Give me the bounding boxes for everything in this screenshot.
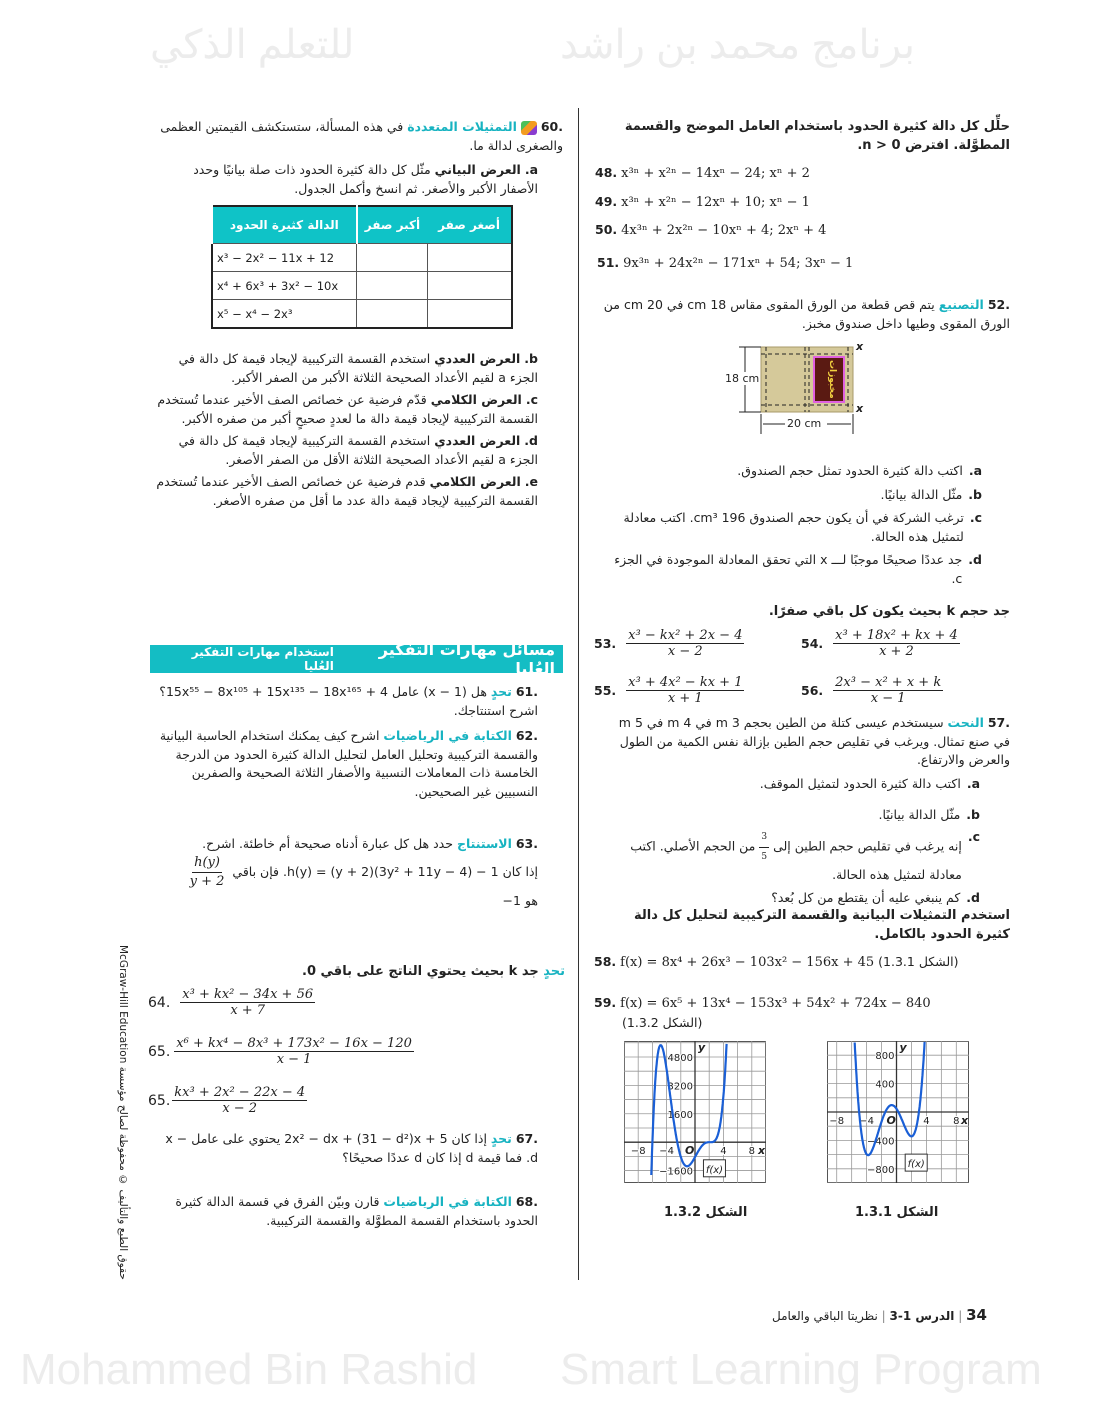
graph-fig-1-3-2-svg [624,1041,766,1183]
fraction [180,987,315,1018]
problem-keyword: النحت [947,715,984,730]
problem-number: 49. [595,194,618,209]
largest-zero-cell[interactable] [357,244,428,272]
function-label: f(x) [705,1164,724,1176]
problem-expression: x³ⁿ + x²ⁿ − 12xⁿ + 10; xⁿ − 1 [621,195,810,210]
cardboard-box-diagram [725,342,870,434]
y-tick-label: 4800 [667,1052,693,1064]
watermark-english-1: Mohammed Bin Rashid [20,1345,478,1394]
x-axis-label: x [758,1144,766,1158]
numerator: 2x³ − x² + x + k [835,675,942,690]
header-polynomial: الدالة كثيرة الحدود [212,206,357,244]
fraction [626,628,744,659]
part-b [595,806,980,825]
part-text: استخدم القسمة التركيبية لإيجاد قيمة كل دالة في الجزء a لقيم الأعداد الصحيحة الثلاثة الأكبر من الصفر الأكبر. [178,351,538,385]
problem-number: 64. [148,994,171,1011]
fraction [174,1036,414,1067]
part-text: من الحجم الأصلي. اكتب معادلة لتمثيل هذه الحالة. [630,838,962,882]
problem-text: سيستخدم عيسى كتلة من الطين بحجم 3 m في 4 m في 5 m في صنع تمثال. ويرغب في تقليص حجم الطين بإزالة نفس الكمية من الطول والعرض والارتفاع. [618,715,1010,767]
problem-text: في هذه المسألة، ستستكشف القيمتين العظمى والصغرى لدالة ما. [160,119,563,153]
problem-68 [150,1193,538,1230]
problem-65 [148,1036,414,1067]
x-tick-label: −8 [829,1116,845,1127]
x-tick-label: −4 [659,1146,674,1158]
function-label: f(x) [907,1159,925,1171]
figure-reference: (الشكل 1.3.2) [622,1015,703,1030]
smallest-zero-cell[interactable] [427,272,512,300]
problem-60-parts [155,350,538,510]
denominator: x − 2 [667,644,703,659]
header-smallest-zero: أصغر صفر [427,206,512,244]
problem-64 [148,987,315,1018]
part-d [155,432,538,469]
problem-keyword: التصنيع [938,297,984,312]
problem-number: 59. [594,995,617,1010]
table-header-row [212,206,512,244]
y-tick-label: −1600 [659,1166,693,1178]
denominator: x − 2 [222,1101,258,1116]
x-tick-label: 8 [953,1116,960,1127]
problem-63 [150,835,538,910]
part-label: e. [524,474,538,489]
problem-expression: 4x³ⁿ + 2x²ⁿ − 10xⁿ + 4; 2xⁿ + 4 [621,223,827,238]
x-label-bottom: x [856,402,864,415]
part-e [155,473,538,510]
part-text: قدم فرضية عن خصائص الصف الأخير عندما تُستخدم القسمة التركيبية لإيجاد قيمة دالة عدد ما أقل من صفره الأصغر. [156,474,538,508]
part-title: العرض البياني [434,162,521,177]
lesson-label: الدرس 1-3 [889,1309,955,1323]
part-title: العرض الكلامي [429,474,521,489]
problem-number: .60 [540,119,563,134]
problem-number: .63 [515,836,538,851]
y-tick-label: 400 [875,1079,895,1091]
part-label: b. [968,486,982,502]
part-text: قدّم فرضية عن خصائص الصف الأخير عندما تُستخدم القسمة التركيبية لإيجاد قيمة دالة ما لعددٍ صحيحٍ أكبر من صفره الأكبر. [157,392,538,426]
problem-number: 54. [801,636,824,651]
part-text: إنه يرغب في تقليص حجم الطين إلى [773,838,962,854]
origin-label: O [886,1114,896,1127]
part-label: d. [968,552,982,567]
column-divider [578,108,579,1280]
y-tick-label: 1600 [667,1109,693,1121]
part-c [595,828,980,885]
fraction [833,675,943,706]
copyright-notice: حقوق الطبع والتأليف © محفوظة لصالح مؤسسة McGraw-Hill Education [117,945,129,1280]
denominator: 5 [761,851,768,862]
x-tick-label: −4 [859,1116,874,1127]
multiple-representations-icon [521,121,537,135]
heading-text: جد k بحيث يحتوي الناتج على باقي 0. [302,964,539,979]
problem-number: 53. [594,636,617,651]
problem-59 [594,993,931,1032]
fraction [626,675,744,706]
problem-number: .67 [515,1131,538,1146]
y-axis-label: y [899,1041,907,1054]
numerator: x⁶ + kx⁴ − 8x³ + 173x² − 16x − 120 [176,1036,412,1051]
problem-number: 50. [595,222,618,237]
heading-keyword: تحدٍ [543,964,565,979]
header-largest-zero: أكبر صفر [357,206,428,244]
problem-number: .57 [987,715,1010,730]
problem-54 [801,628,960,659]
x-label-top: x [856,340,864,353]
problem-number: 58. [594,954,617,969]
fraction [172,1085,307,1116]
problem-57-parts [595,775,980,907]
problem-expression: 9x³ⁿ + 24x²ⁿ − 171xⁿ + 54; 3xⁿ − 1 [623,256,854,271]
numerator: x³ + 4x² − kx + 1 [628,675,743,690]
problem-text: يتم قص قطعة من الورق المقوى مقاس 18 cm في 20 cm من الورق المقوى وطيها داخل صندوق مخبز. [603,297,1010,331]
problem-67 [155,1130,538,1167]
problem-62 [150,727,538,801]
lesson-title: نظريتا الباقي والعامل [772,1309,878,1323]
problem-keyword: الاستنتاج [456,836,512,851]
problem-number: .52 [987,297,1010,312]
banner-title: مسائل مهارات التفكير العُليا [378,640,555,678]
problem-keyword: الكتابة في الرياضيات [383,728,512,743]
part-label: c. [967,829,980,844]
problem-number: .68 [515,1194,538,1209]
table-row [212,244,512,272]
problem-number: 51. [597,255,620,270]
numerator: x³ − kx² + 2x − 4 [628,628,743,643]
numerator: 3 [759,828,769,848]
box-label: مخبوزات [827,360,837,399]
problem-expression: x³ⁿ + x²ⁿ − 14xⁿ − 24; xⁿ + 2 [621,166,810,181]
problem-number: .61 [515,684,538,699]
part-text: مثّل الدالة بيانيًا. [880,486,963,502]
part-title: العرض الكلامي [430,392,522,407]
problem-63-line1 [150,835,538,854]
x-tick-label: 4 [923,1116,930,1127]
y-tick-label: 3200 [667,1081,693,1093]
problem-66 [148,1085,307,1116]
zeros-table [211,205,513,329]
graph-fig-1-3-1-svg [827,1041,969,1183]
part-label: c. [969,510,982,525]
part-text: مثّل الدالة بيانيًا. [878,806,961,822]
section-heading-long-division: حلِّل كل دالة كثيرة الحدود باستخدام العامل الموضح والقسمة المطوَّلة. افترض n > 0. [624,119,1010,153]
numerator: h(y) [192,854,222,874]
largest-zero-cell[interactable] [357,272,428,300]
watermark-arabic-2: للتعلم الذكي [150,23,355,67]
problem-text: اشرح كيف يمكنك استخدام الحاسبة البيانية والقسمة التركيبية وتحليل العامل لتحليل الدالة كثيرة الحدود من الدرجة الخامسة ذات المعاملات النسبية والأصفار الثلاثة الصحيحة والصفرين النسبيين غير الصحيحين. [159,728,538,799]
section-heading-challenge [260,963,565,982]
problem-text: هو 1− [502,892,538,908]
problem-58 [594,954,959,970]
polynomial-cell: x⁵ − x⁴ − 2x³ [212,300,357,329]
problem-60 [160,118,563,155]
numerator: x³ + kx² − 34x + 56 [182,987,314,1002]
numerator: x³ + 18x² + kx + 4 [835,628,958,643]
problem-56 [801,675,943,706]
part-text: اكتب دالة كثيرة الحدود تمثل حجم الصندوق. [737,463,963,478]
part-label: d. [966,889,980,905]
y-tick-label: 800 [875,1051,895,1063]
problem-keyword: تحدٍ [490,1131,512,1146]
problem-51 [597,255,853,271]
table-row [212,300,512,329]
part-label: a. [524,162,538,177]
part-text: اكتب دالة كثيرة الحدود لتمثيل الموقف. [759,776,961,791]
watermark-english-2: Smart Learning Program [560,1345,1042,1394]
graph-caption-1-3-1: الشكل 1.3.1 [855,1205,939,1220]
part-text: ترغب الشركة في أن يكون حجم الصندوق 196 cm³. اكتب معادلة لتمثيل هذه الحالة. [623,510,964,544]
height-label: 18 cm [725,372,760,385]
problem-number: 48. [595,165,618,180]
part-b [155,350,538,387]
problem-text: هل (x − 1) عامل 4 + 15x⁵⁵ − 8x¹⁰⁵ + 15x¹³⁵ − 18x¹⁶⁵؟ اشرح استنتاجك. [159,684,538,718]
graph-figure-1-3-1 [827,1041,969,1183]
part-d [600,551,982,588]
problem-53 [594,628,744,659]
part-a [595,775,980,794]
part-label: b. [524,351,538,366]
problem-52-parts [600,462,982,588]
problem-61 [150,683,538,720]
part-title: العرض العددي [434,351,521,366]
page-number: 34 [966,1306,987,1324]
problem-52 [600,296,1010,333]
smallest-zero-cell[interactable] [427,244,512,272]
graph-caption-1-3-2: الشكل 1.3.2 [664,1205,748,1220]
problem-text: حدد هل كل عبارة أدناه صحيحة أم خاطئة. اشرح. [202,836,453,851]
problem-number: 55. [594,683,617,698]
polynomial-cell: x⁴ + 6x³ + 3x² − 10x [212,272,357,300]
y-tick-label: −400 [867,1136,895,1148]
section-heading-graph-factor: استخدم التمثيلات البيانية والقسمة التركيبية لتحليل كل دالة كثيرة الحدود بالكامل. [634,908,1010,942]
problem-keyword: التمثيلات المتعددة [407,119,517,134]
figure-reference: (الشكل 1.3.1) [878,954,959,969]
banner-subtitle: استخدام مهارات التفكير العُليا [191,645,334,673]
part-c [155,391,538,428]
denominator: x − 1 [276,1052,312,1067]
fraction [833,628,960,659]
problem-48 [595,165,810,181]
problem-57 [600,714,1010,770]
y-axis-label: y [698,1041,706,1054]
part-a [600,462,982,481]
problem-text: إذا كان h(y) = (y + 2)(3y² + 11y − 4) − 1. فإن باقي [232,864,538,880]
watermark-arabic-1: برنامج محمد بن راشد [560,23,915,67]
table-row [212,272,512,300]
part-label: c. [525,392,538,407]
fraction [759,828,769,866]
denominator: x − 1 [870,691,906,706]
denominator: x + 1 [667,691,703,706]
section-heading-find-k: جد حجم k بحيث يكون كل باقي صفرًا. [768,604,1010,619]
y-tick-label: −800 [867,1164,895,1176]
problem-50 [595,222,826,238]
part-label: a. [966,776,980,791]
polynomial-cell: x³ − 2x² − 11x + 12 [212,244,357,272]
problem-keyword: الكتابة في الرياضيات [383,1194,512,1209]
problem-number: 56. [801,683,824,698]
part-label: a. [968,463,982,478]
part-text: استخدم القسمة التركيبية لإيجاد قيمة كل دالة في الجزء a لقيم الأعداد الصحيحة الثلاثة الأقل من الصفر الأصغر. [178,433,538,467]
problem-63-line2 [150,854,538,892]
width-label: 20 cm [787,417,822,430]
part-text: كم ينبغي عليه أن يقتطع من كل بُعد؟ [771,889,961,905]
hots-banner [150,640,563,678]
smallest-zero-cell[interactable] [427,300,512,329]
x-tick-label: 4 [720,1146,727,1158]
denominator: x + 7 [230,1003,266,1018]
part-c [600,509,982,546]
x-tick-label: 8 [748,1146,755,1158]
problem-expression: f(x) = 8x⁴ + 26x³ − 103x² − 156x + 45 [620,955,875,970]
problem-60-part-a [155,161,538,198]
problem-49 [595,194,810,210]
problem-text: قارن وبيّن الفرق في قسمة الدالة كثيرة الحدود باستخدام القسمة المطوَّلة والقسمة التركيبية. [175,1194,538,1228]
problem-keyword: تحدٍ [490,684,512,699]
problem-55 [594,675,744,706]
part-text: جد عددًا صحيحًا موجبًا لـــ x التي تحقق المعادلة الموجودة في الجزء c. [614,552,963,586]
problem-text: إذا كان 2x² − dx + (31 − d²)x + 5 يحتوي على عامل x − d. فما قيمة d إذا كان d عددًا صحيحًا؟ [165,1131,538,1165]
part-label: d. [524,433,538,448]
denominator: x + 2 [879,644,914,659]
numerator: kx³ + 2x² − 22x − 4 [174,1085,306,1100]
origin-label: O [685,1144,695,1158]
graph-figure-1-3-2 [624,1041,766,1183]
denominator: y + 2 [189,874,225,889]
part-b [600,486,982,505]
page-footer: 34 | الدرس 1-3 | نظريتا الباقي والعامل [772,1306,987,1324]
largest-zero-cell[interactable] [357,300,428,329]
fraction [190,854,225,892]
x-tick-label: −8 [630,1146,646,1158]
part-label: b. [966,806,980,822]
part-d [595,889,980,908]
problem-expression: f(x) = 6x⁵ + 13x⁴ − 153x³ + 54x² + 724x − 840 [620,996,931,1011]
x-axis-label: x [961,1114,969,1127]
part-title: العرض العددي [434,433,521,448]
problem-number: .62 [515,728,538,743]
problem-number: 65. [148,1092,171,1109]
problem-number: 65. [148,1043,171,1060]
part-text: مثّل كل دالة كثيرة الحدود ذات صلة بيانيًا وحدد الأصفار الأكبر والأصغر. ثم انسخ وأكمل الجدول. [193,162,538,196]
